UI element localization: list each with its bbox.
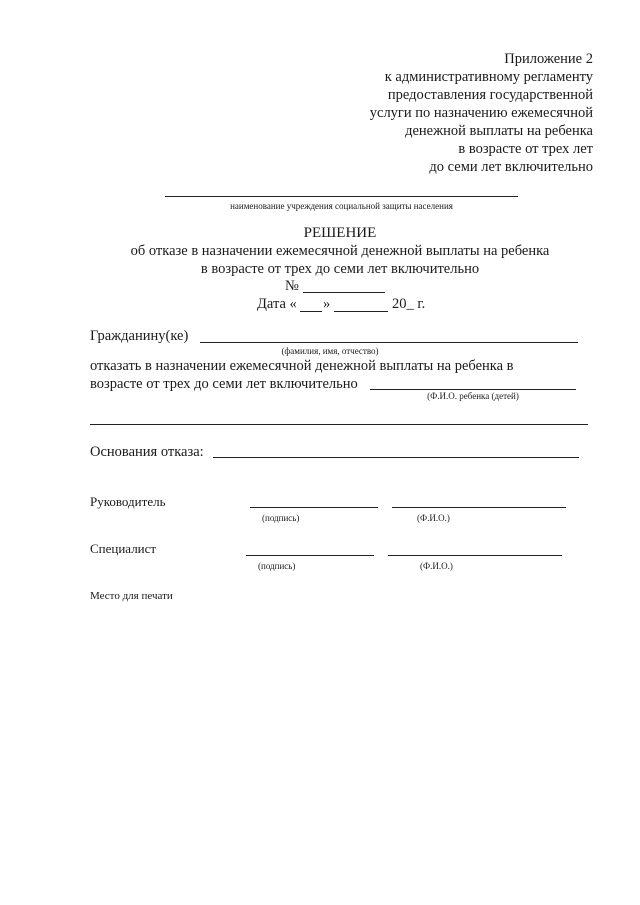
decision-date-year: 20_ г. [392,296,426,312]
specialist-label: Специалист [90,541,157,556]
appendix-line-7: до семи лет включительно [429,159,593,175]
appendix-line-5: денежной выплаты на ребенка [405,123,593,139]
head-name-line [392,507,566,508]
grounds-line [213,457,579,458]
citizen-caption: (фамилия, имя, отчество) [281,346,379,356]
appendix-line-3: предоставления государственной [387,87,593,103]
stamp-place-label: Место для печати [90,590,173,602]
refuse-text-line-1: отказать в назначении ежемесячной денежной выплаты на ребенка в [90,358,514,374]
specialist-signature-caption: (подпись) [258,561,296,571]
grounds-label: Основания отказа: [90,444,204,460]
decision-number-line [303,292,385,293]
child-caption: (Ф.И.О. ребенка (детей) [427,391,519,401]
specialist-name-caption: (Ф.И.О.) [420,561,453,571]
specialist-signature-line [246,555,374,556]
head-name-caption: (Ф.И.О.) [417,513,450,523]
decision-date-quote-close: » [323,296,331,312]
decision-date-label: Дата « [257,296,297,312]
appendix-line-6: в возрасте от трех лет [458,141,593,157]
appendix-line-1: Приложение 2 [504,51,593,67]
head-signature-caption: (подпись) [262,513,300,523]
child-name-line [370,389,576,390]
decision-subtitle-line-1: об отказе в назначении ежемесячной денежной выплаты на ребенка [130,243,550,259]
continuation-line [90,424,588,425]
head-label: Руководитель [90,494,166,509]
decision-date-month-line [334,311,388,312]
decision-title: РЕШЕНИЕ [303,225,377,241]
head-signature-line [250,507,378,508]
appendix-line-4: услуги по назначению ежемесячной [369,105,593,121]
refuse-text-line-2: возрасте от трех до семи лет включительно [90,376,358,392]
decision-subtitle-line-2: в возрасте от трех до семи лет включительно [200,261,480,277]
appendix-line-2: к административному регламенту [384,69,593,85]
decision-number-label: № [285,278,299,294]
citizen-label: Гражданину(ке) [90,328,189,344]
institution-caption: наименование учреждения социальной защиты населения [230,201,453,211]
institution-name-line [165,196,518,197]
citizen-name-line [200,342,578,343]
specialist-name-line [388,555,562,556]
decision-date-day-line [300,311,322,312]
